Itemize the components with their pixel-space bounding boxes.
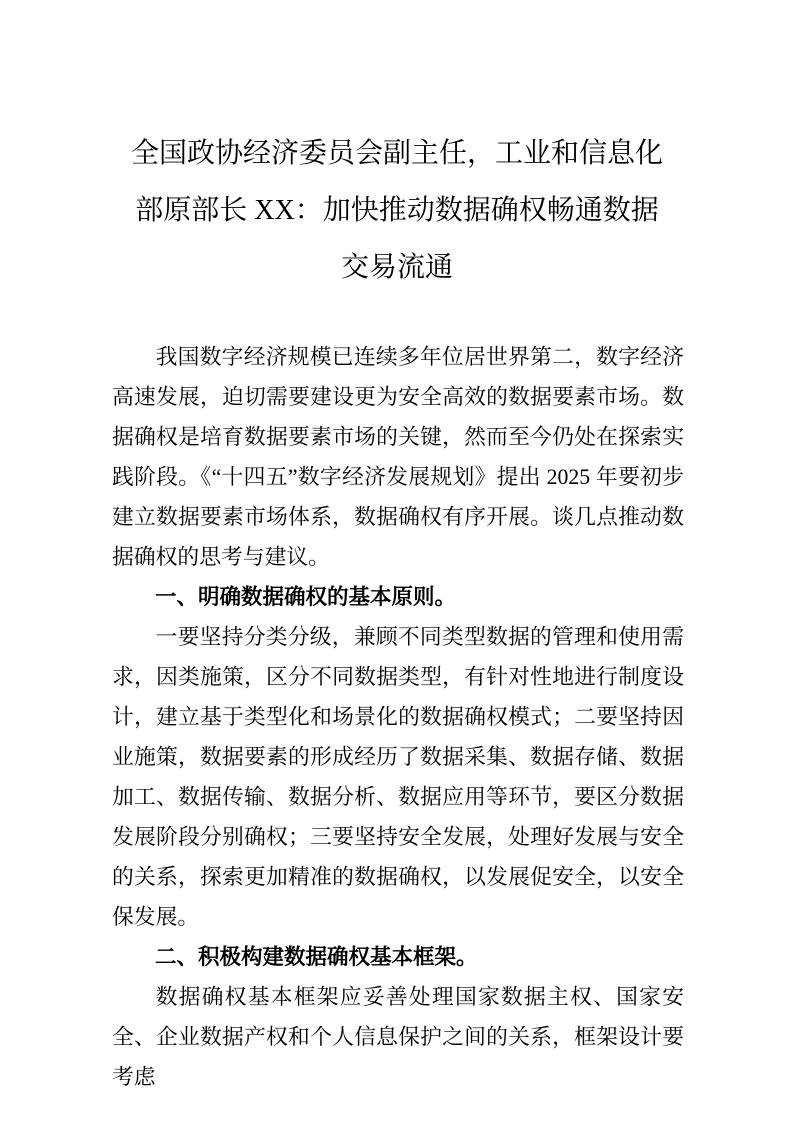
- paragraph-section-2: 数据确权基本框架应妥善处理国家数据主权、国家安全、企业数据产权和个人信息保护之间的关系，框架设计要考虑: [112, 985, 684, 1089]
- section-heading-1: 一、明确数据确权的基本原则。: [155, 585, 457, 609]
- paragraph-section-1: 一要坚持分类分级，兼顾不同类型数据的管理和使用需求，因类施策，区分不同数据类型，有针对性地进行制度设计，建立基于类型化和场景化的数据确权模式；二要坚持因业施策，数据要素的形成经历了数据采集、数据存储、数据加工、数据传输、数据分析、数据应用等环节，要区分数据发展阶段分别确权；三要坚持安全发展，处理好发展与安全的关系，探索更加精准的数据确权，以发展促安全，以安全保发展。: [112, 625, 684, 929]
- section-heading-2: 二、积极构建数据确权基本框架。: [155, 945, 478, 969]
- paragraph-intro: 我国数字经济规模已连续多年位居世界第二，数字经济高速发展，迫切需要建设更为安全高效的数据要素市场。数据确权是培育数据要素市场的关键，然而至今仍处在探索实践阶段。《“十四五”数字经济发展规划》提出 2025 年要初步建立数据要素市场体系，数据确权有序开展。谈几点推动数据确权的思考与建议。: [112, 345, 684, 569]
- document-body: [112, 337, 684, 1097]
- document-title: 全国政协经济委员会副主任，工业和信息化部原部长 XX：加快推动数据确权畅通数据交易流通: [130, 138, 663, 283]
